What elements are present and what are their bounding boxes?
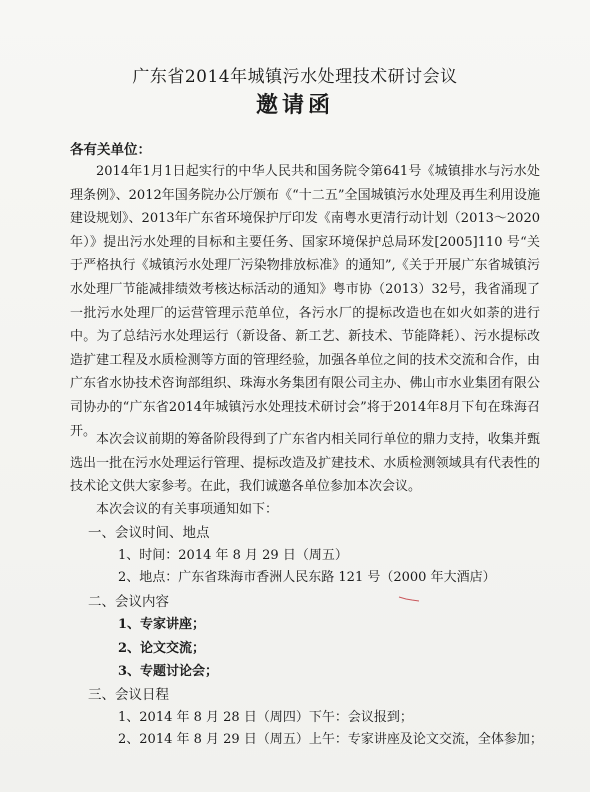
section-heading-schedule: 三、会议日程 <box>88 687 169 703</box>
paragraph-background: 2014年1月1日起实行的中华人民共和国务院令第641号《城镇排水与污水处理条例》、2012年国务院办公厅颁布《“十二五”全国城镇污水处理及再生利用设施建设规划》、2013年广东省环境保护厅印发《南粤水更清行动计划（2013～2020年）》提出污水处理的目标和主要任务、国家环境保护总局环发[2005]110 号“关于严格执行《城镇污水处理厂污染物排放标准》的通知”,《关于开展广东省城镇污水处理厂节能减排绩效考核达标活动的通知》粤市协（2013）32号，我省涌现了一批污水处理厂的运营管理示范单位，各污水厂的提标改造也在如火如荼的进行中。为了总结污水处理运行（新设备、新工艺、新技术、节能降耗）、污水提标改造扩建工程及水质检测等方面的管理经验，加强各单位之间的技术交流和合作，由广东省水协技术咨询部组织、珠海水务集团有限公司主办、佛山市水业集团有限公司协办的“广东省2014年城镇污水处理技术研讨会”将于2014年8月下旬在珠海召开。 <box>70 164 540 439</box>
paragraph-invitation: 本次会议前期的筹备阶段得到了广东省内相关同行单位的鼎力支持，收集并甄选出一批在污水处理运行管理、提标改造及扩建技术、水质检测领域具有代表性的技术论文供大家参考。在此，我们诚邀各单位参加本次会议。 <box>70 432 540 495</box>
section-item-place: 2、地点：广东省珠海市香洲人民东路 121 号（2000 年大酒店） <box>118 570 496 585</box>
section-item-checkin: 1、2014 年 8 月 28 日（周四）下午：会议报到； <box>118 710 413 725</box>
document-title: 广东省2014年城镇污水处理技术研讨会议 <box>132 67 458 87</box>
document-subtitle: 邀请函 <box>255 92 334 118</box>
section-item-paper-exchange: 2、论文交流； <box>118 641 206 656</box>
section-item-discussion: 3、专题讨论会； <box>118 664 219 679</box>
section-item-morning-session: 2、2014 年 8 月 29 日（周五）上午：专家讲座及论文交流，全体参加； <box>118 732 543 747</box>
ink-mark <box>398 596 420 602</box>
section-heading-content: 二、会议内容 <box>88 594 169 610</box>
section-item-lecture: 1、专家讲座； <box>118 617 206 632</box>
section-item-time: 1、时间：2014 年 8 月 29 日（周五） <box>118 548 348 563</box>
notice-intro: 本次会议的有关事项通知如下： <box>96 502 279 517</box>
salutation: 各有关单位： <box>70 142 151 158</box>
section-heading-time-place: 一、会议时间、地点 <box>88 525 210 541</box>
